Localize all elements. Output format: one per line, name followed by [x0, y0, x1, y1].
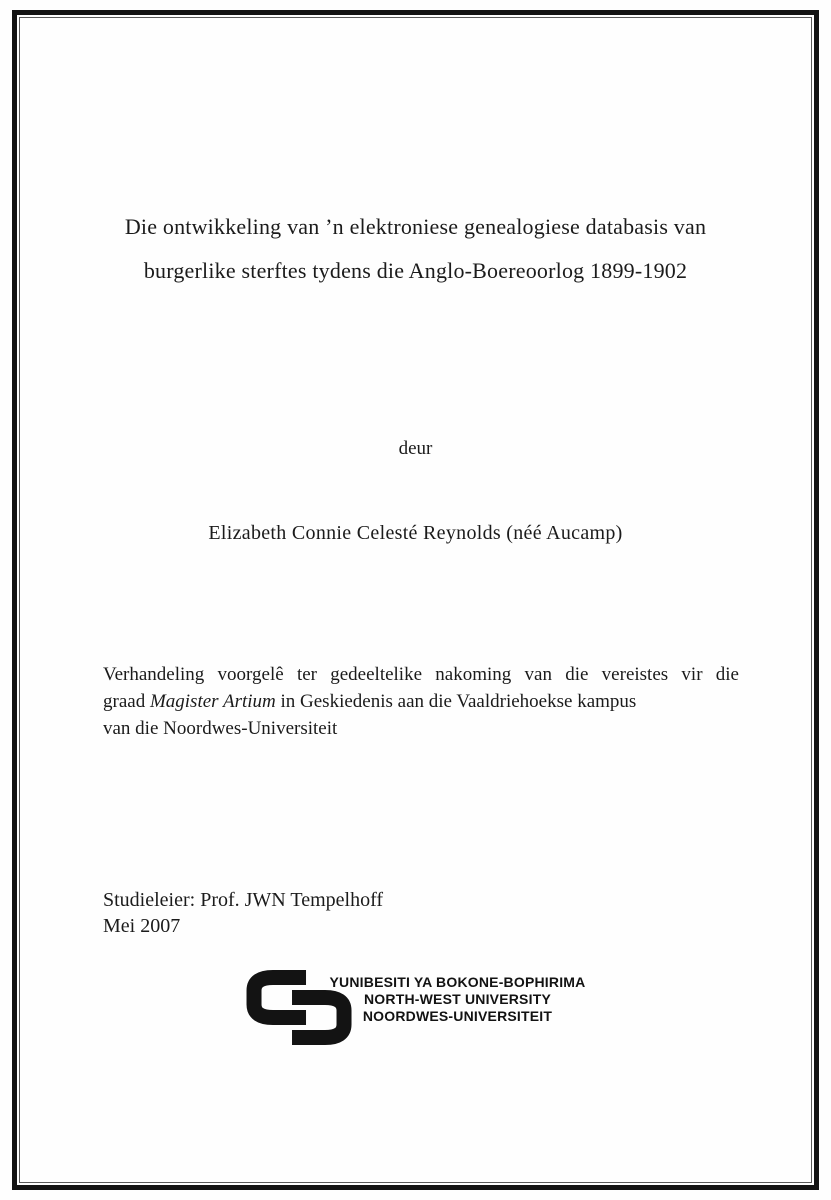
title-line-1: Die ontwikkeling van ’n elektroniese genealogiese databasis van: [124, 214, 707, 239]
supervisor-block: [103, 887, 383, 939]
logo-text-afrikaans: NOORDWES-UNIVERSITEIT: [362, 1008, 553, 1024]
statement-line-1: Verhandeling voorgelê ter gedeeltelike nakoming van die vereistes vir die: [103, 664, 739, 685]
date-line: Mei 2007: [103, 915, 181, 937]
title-line-2: burgerlike sterftes tydens die Anglo-Boereoorlog 1899-1902: [143, 258, 688, 283]
statement-line-3: van die Noordwes-Universiteit: [103, 718, 338, 739]
nwu-wordmark: [330, 974, 586, 1025]
statement-line-2: [103, 688, 739, 715]
statement-line-2-pre: graad: [103, 691, 150, 712]
logo-text-setswana: YUNIBESITI YA BOKONE-BOPHIRIMA: [329, 974, 586, 990]
author-name: Elizabeth Connie Celesté Reynolds (néé Aucamp): [208, 522, 623, 544]
nwu-logo: [246, 966, 586, 1050]
supervisor-line: Studieleier: Prof. JWN Tempelhoff: [103, 889, 384, 911]
statement-line-2-post: in Geskiedenis aan die Vaaldriehoekse kampus: [275, 691, 637, 712]
byline-deur: deur: [398, 438, 433, 459]
degree-name-italic: Magister Artium: [149, 691, 276, 712]
logo-text-english: NORTH-WEST UNIVERSITY: [364, 991, 551, 1007]
degree-statement: [103, 661, 739, 742]
thesis-title: [60, 205, 771, 293]
